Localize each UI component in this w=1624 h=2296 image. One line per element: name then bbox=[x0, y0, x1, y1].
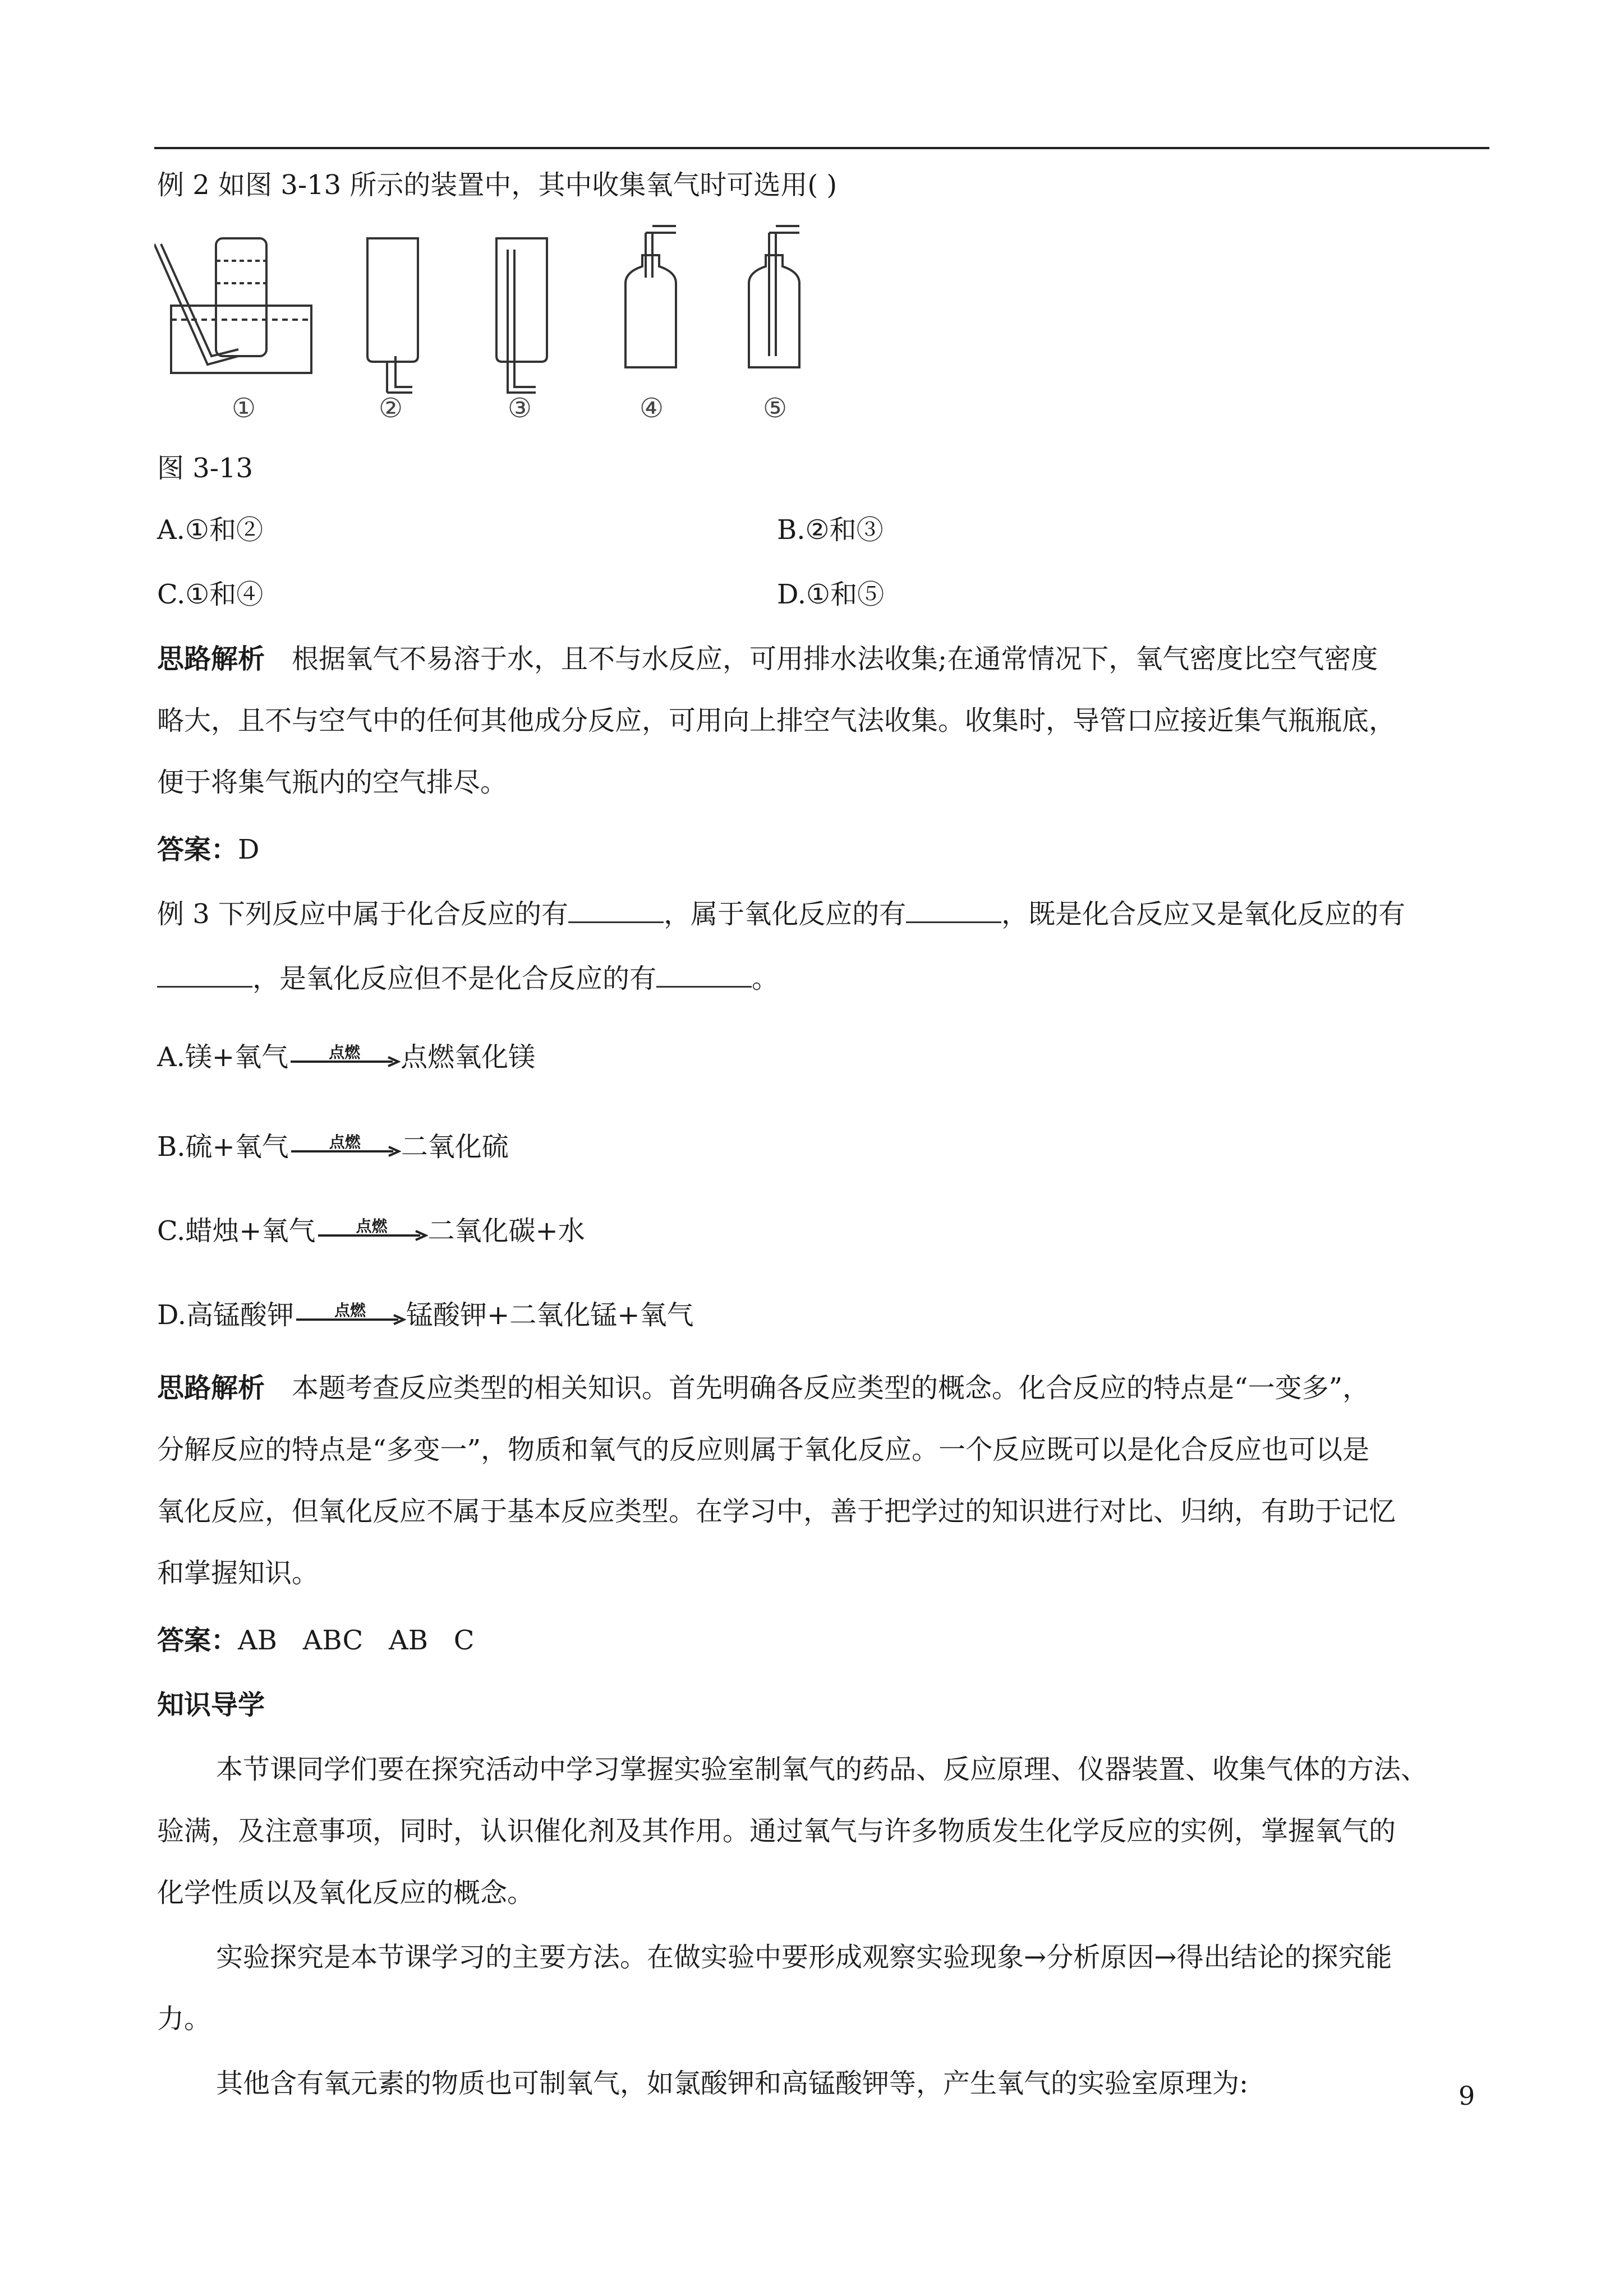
example3-question-line-1 bbox=[157, 897, 1405, 931]
apparatus-2-downward-air bbox=[367, 238, 418, 393]
q-text-4: ，是氧化反应但不是化合反应的有 bbox=[252, 963, 657, 994]
answer-blank-4 bbox=[656, 966, 752, 988]
guide-p2-line-2: 力。 bbox=[157, 2003, 211, 2035]
option-b: B.②和③ bbox=[777, 514, 884, 546]
reaction-b: B.硫+氧气 点燃 二氧化硫 bbox=[157, 1131, 509, 1163]
q-text-1: 例 3 下列反应中属于化合反应的有 bbox=[157, 898, 569, 930]
answer-label: 答案： bbox=[157, 834, 238, 865]
apparatus-1-water-displacement bbox=[154, 238, 311, 373]
analysis-line-1 bbox=[157, 642, 1378, 676]
reaction-arrow: 点燃 bbox=[294, 1298, 406, 1332]
figure-caption: 图 3-13 bbox=[157, 453, 254, 484]
q-text-2: ，属于氧化反应的有 bbox=[664, 898, 907, 930]
example3-question-line-2 bbox=[157, 962, 779, 995]
example2-question: 例 2 如图 3-13 所示的装置中，其中收集氧气时可选用( ) bbox=[157, 169, 838, 201]
apparatus-3-inverted-long-tube bbox=[496, 238, 547, 393]
q-text-3: ，既是化合反应又是氧化反应的有 bbox=[1001, 898, 1406, 930]
page-number: 9 bbox=[1459, 2081, 1475, 2111]
option-d: D.①和⑤ bbox=[777, 579, 885, 610]
answer3-value: AB ABC AB C bbox=[238, 1625, 475, 1656]
answer-blank-2 bbox=[906, 901, 1001, 923]
reaction-a: A.镁+氧气 点燃 点燃氧化镁 bbox=[157, 1041, 536, 1073]
reaction-c: C.蜡烛+氧气 点燃 二氧化碳+水 bbox=[157, 1215, 585, 1247]
answer-blank-3 bbox=[157, 966, 252, 988]
analysis-label: 思路解析 bbox=[157, 643, 265, 675]
figure-label-4: ④ bbox=[640, 393, 664, 424]
guide-p1-line-2: 验满，及注意事项，同时，认识催化剂及其作用。通过氧气与许多物质发生化学反应的实例，掌握氧气的 bbox=[157, 1815, 1396, 1847]
header-rule bbox=[154, 147, 1489, 149]
analysis-text: 根据氧气不易溶于水，且不与水反应，可用排水法收集;在通常情况下，氧气密度比空气密度 bbox=[292, 643, 1378, 675]
analysis3-line-1: 思路解析 本题考查反应类型的相关知识。首先明确各反应类型的概念。化合反应的特点是“一变多”， bbox=[157, 1372, 1370, 1404]
analysis3-label: 思路解析 bbox=[157, 1372, 265, 1404]
apparatus-4-upward-short-tube bbox=[625, 226, 676, 367]
answer-value: D bbox=[238, 834, 260, 865]
reaction-arrow: 点燃 bbox=[316, 1214, 428, 1248]
figure-label-2: ② bbox=[379, 393, 403, 424]
analysis-line-2: 略大，且不与空气中的任何其他成分反应，可用向上排空气法收集。收集时，导管口应接近集气瓶瓶底， bbox=[157, 705, 1396, 736]
figure-label-5: ⑤ bbox=[763, 393, 788, 424]
answer-line bbox=[157, 833, 260, 866]
figure-3-13 bbox=[154, 222, 827, 435]
answer-blank-1 bbox=[568, 901, 664, 923]
reaction-arrow: 点燃 bbox=[289, 1130, 401, 1164]
answer3-line bbox=[157, 1624, 475, 1657]
answer3-label: 答案： bbox=[157, 1625, 238, 1656]
apparatus-5-upward-long-tube bbox=[749, 226, 799, 367]
guide-p1-line-1: 本节课同学们要在探究活动中学习掌握实验室制氧气的药品、反应原理、仪器装置、收集气体的方法、 bbox=[216, 1754, 1428, 1785]
guide-p3-line-1: 其他含有氧元素的物质也可制氧气，如氯酸钾和高锰酸钾等，产生氧气的实验室原理为: bbox=[216, 2068, 1249, 2099]
q-text-5: 。 bbox=[752, 963, 779, 994]
reaction-arrow: 点燃 bbox=[288, 1040, 401, 1074]
reaction-d: D.高锰酸钾 点燃 锰酸钾+二氧化锰+氧气 bbox=[157, 1299, 694, 1331]
guide-p1-line-3: 化学性质以及氧化反应的概念。 bbox=[157, 1877, 535, 1908]
analysis3-line-2: 分解反应的特点是“多变一”，物质和氧气的反应则属于氧化反应。一个反应既可以是化合反应也可以是 bbox=[157, 1434, 1370, 1465]
option-c: C.①和④ bbox=[157, 579, 264, 610]
figure-label-3: ③ bbox=[508, 393, 532, 424]
guide-p2-line-1: 实验探究是本节课学习的主要方法。在做实验中要形成观察实验现象→分析原因→得出结论的探究能 bbox=[216, 1942, 1392, 1973]
guide-heading: 知识导学 bbox=[157, 1689, 265, 1721]
analysis3-line-4: 和掌握知识。 bbox=[157, 1557, 319, 1589]
option-a: A.①和② bbox=[157, 514, 263, 546]
analysis3-line-3: 氧化反应，但氧化反应不属于基本反应类型。在学习中，善于把学过的知识进行对比、归纳，有助于记忆 bbox=[157, 1496, 1396, 1527]
figure-label-1: ① bbox=[232, 393, 256, 424]
analysis-line-3: 便于将集气瓶内的空气排尽。 bbox=[157, 767, 508, 798]
